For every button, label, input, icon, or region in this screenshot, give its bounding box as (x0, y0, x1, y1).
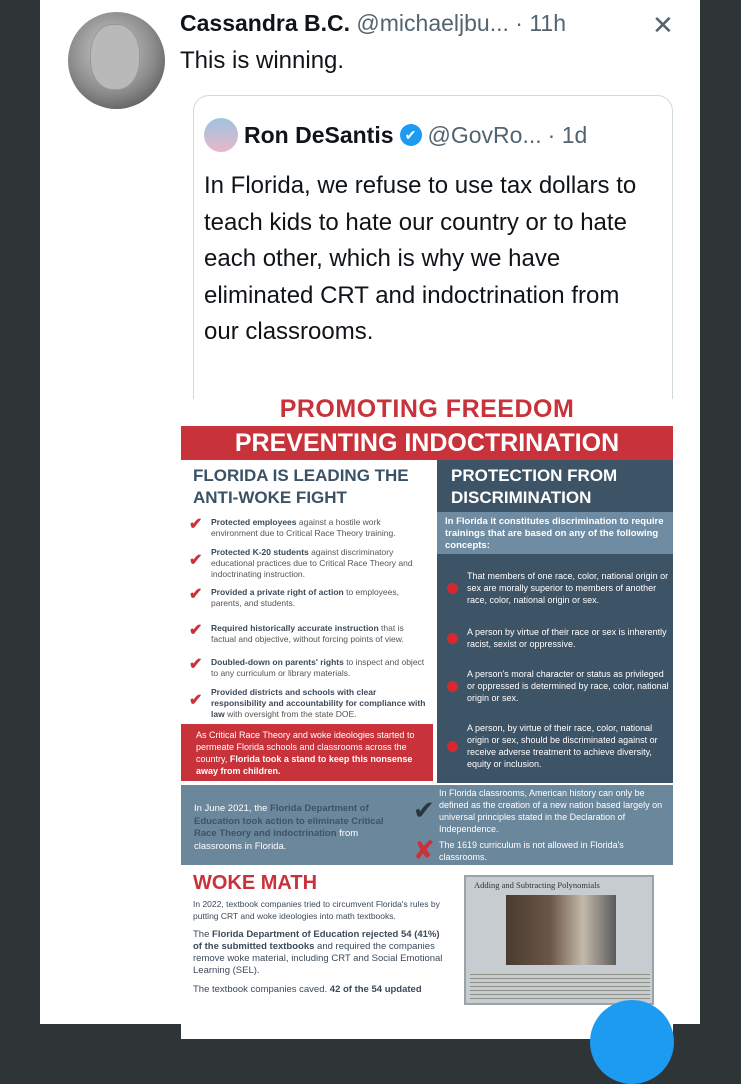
quoted-name[interactable]: Ron DeSantis (244, 121, 394, 148)
right-column (437, 460, 673, 783)
bullet-dot-icon (447, 583, 458, 594)
verified-icon: ✔ (400, 124, 422, 146)
thumb-title: Adding and Subtracting Polynomials (474, 880, 600, 890)
check-icon: ✔ (189, 622, 203, 639)
band-x-text: The 1619 curriculum is not allowed in Florida's classrooms. (439, 840, 624, 862)
quoted-handle[interactable]: @GovRo... (427, 121, 542, 148)
author-handle[interactable]: @michaeljbu... (356, 10, 509, 36)
tweet-header (180, 10, 566, 37)
woke-paragraph: The Florida Department of Education rejected 54 (41%) of the submitted textbooks and required the companies remove woke material, including CRT and Social Emotional Learning (SEL). (193, 929, 443, 976)
quoted-header (204, 118, 587, 152)
check-icon: ✔ (189, 656, 203, 673)
thumb-text (470, 971, 650, 1001)
woke-paragraph: The textbook companies caved. 42 of the 54 updated (193, 984, 422, 995)
band-left-text: In June 2021, the Florida Department of Education took action to eliminate Critical Race Theory and indoctrination from classrooms in Florida. (194, 803, 384, 852)
right-intro: In Florida it constitutes discrimination to require trainings that are based on any of the following concepts: (437, 512, 673, 554)
woke-paragraph: In 2022, textbook companies tried to circumvent Florida's rules by putting CRT and woke ideologies into math textbooks. (193, 899, 440, 921)
bullet-dot-icon (447, 633, 458, 644)
bullet-dot-icon (447, 681, 458, 692)
band-check-text: In Florida classrooms, American history can only be defined as the creation of a new nation based largely on universal principles stated in the Declaration of Independence. (439, 788, 663, 834)
tweet-time: · 11h (515, 10, 566, 36)
history-band (181, 785, 673, 865)
left-item: ✔ Protected K-20 students against discriminatory educational practices due to Critical Race Theory and indoctrinating instruction. (189, 547, 413, 579)
x-icon: ✘ (413, 835, 435, 865)
quoted-time: · 1d (547, 121, 588, 148)
left-heading: FLORIDA IS LEADING THE ANTI-WOKE FIGHT (193, 466, 409, 507)
avatar[interactable] (68, 12, 165, 109)
title-preventing: PREVENTING INDOCTRINATION (181, 426, 673, 460)
quoted-tweet[interactable] (189, 95, 673, 1035)
left-item: ✔ Provided a private right of action to employees, parents, and students. (189, 586, 399, 608)
quoted-text: In Florida, we refuse to use tax dollars to teach kids to hate our country or to hate each other, which is why we have eliminated CRT and indoctrination from our classrooms. (204, 172, 637, 345)
textbook-thumbnail (464, 875, 654, 1005)
title-promoting: PROMOTING FREEDOM (279, 395, 575, 423)
right-heading: PROTECTION FROM DISCRIMINATION (451, 466, 618, 507)
right-item: That members of one race, color, national origin or sex are morally superior to members of another race, color, national origin or sex. (445, 570, 671, 606)
right-item: A person by virtue of their race or sex is inherently racist, sexist or oppressive. (445, 626, 671, 650)
infographic-image[interactable] (181, 395, 673, 1039)
left-item: ✔ Provided districts and schools with clear responsibility and accountability for compliance with law with oversight from the state DOE. (189, 687, 426, 719)
photo (506, 895, 616, 965)
check-icon: ✔ (189, 516, 203, 533)
quoted-avatar[interactable] (204, 118, 238, 152)
check-icon: ✔ (413, 795, 435, 825)
tweet-text: This is winning. (180, 47, 345, 74)
left-item: ✔ Required historically accurate instruction that is factual and objective, without forcing points of view. (189, 622, 404, 644)
bullet-dot-icon (447, 741, 458, 752)
check-icon: ✔ (189, 551, 203, 569)
compose-button[interactable] (590, 1000, 674, 1084)
check-icon: ✔ (189, 691, 203, 709)
left-item: ✔ Protected employees against a hostile work environment due to Critical Race Theory training. (189, 516, 396, 538)
left-item: ✔ Doubled-down on parents' rights to inspect and object to any curriculum or library materials. (189, 656, 425, 678)
author-name[interactable]: Cassandra B.C. (180, 10, 351, 36)
right-item: A person, by virtue of their race, color, national origin or sex, should be discriminated against or receive adverse treatment to achieve diversity, equity or inclusion. (445, 722, 671, 770)
right-item: A person's moral character or status as privileged or oppressed is determined by race, color, national origin or sex. (445, 668, 671, 704)
red-callout: As Critical Race Theory and woke ideologies started to permeate Florida schools and classrooms across the country, Florida took a stand to keep this nonsense away from children. (181, 724, 433, 781)
woke-math-title: WOKE MATH (193, 872, 318, 894)
close-icon[interactable]: ✕ (652, 10, 674, 40)
check-icon: ✔ (189, 586, 203, 603)
